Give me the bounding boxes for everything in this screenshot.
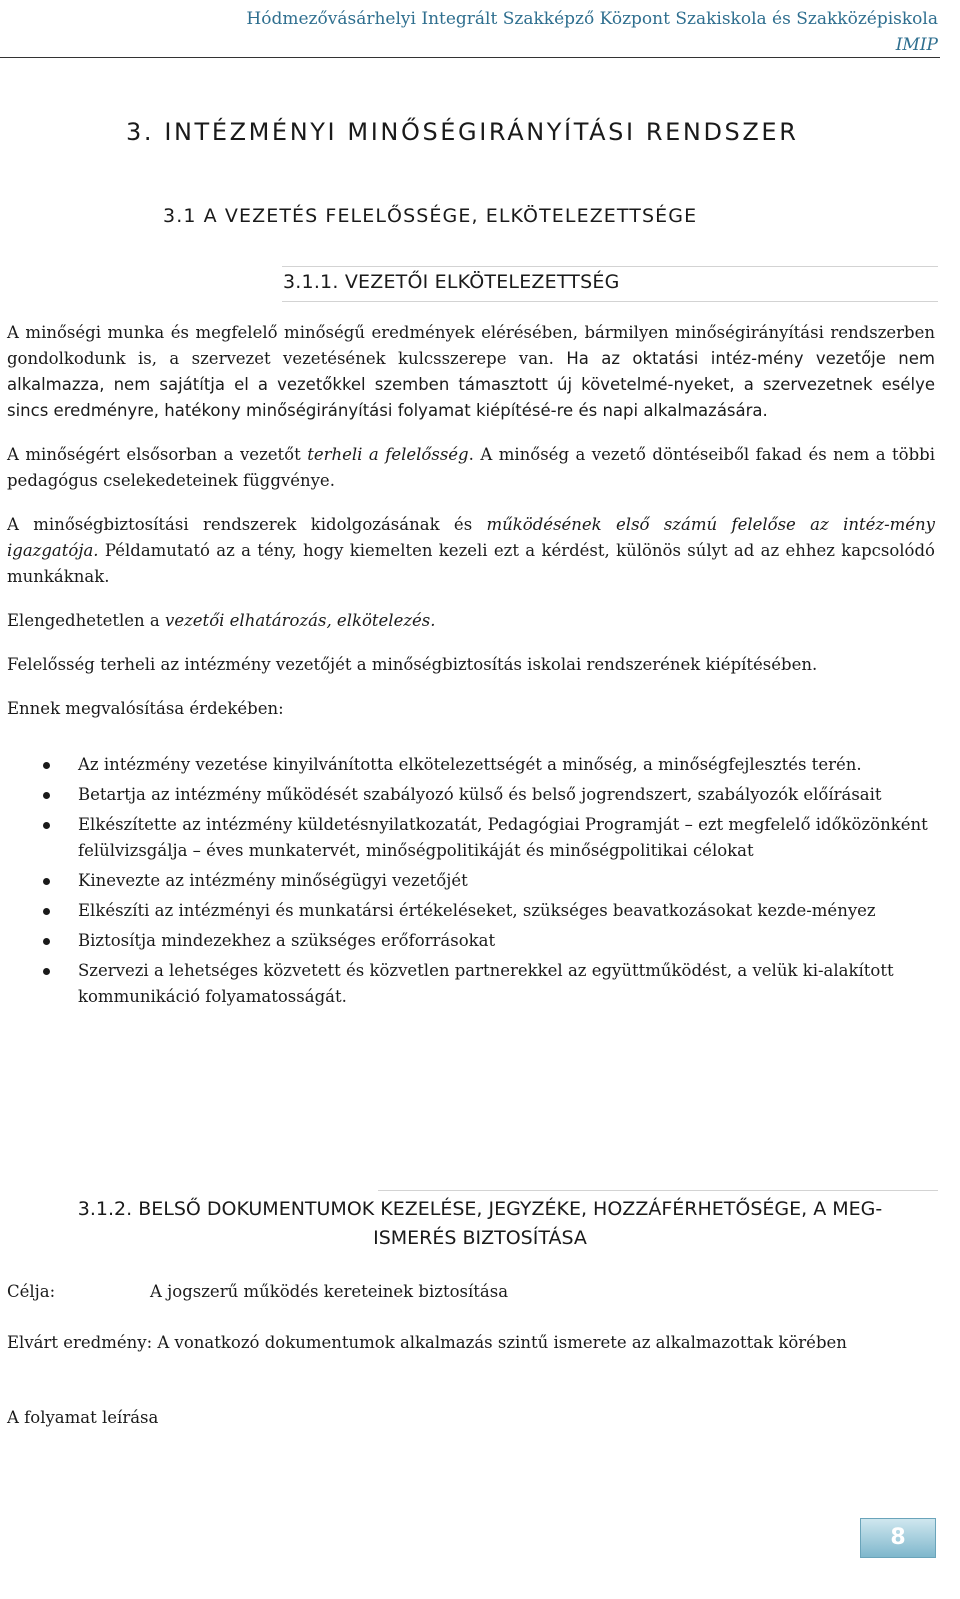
paragraph-5: Felelősség terheli az intézmény vezetőjét a minőségbiztosítás iskolai rendszerének kiépítésében. (7, 655, 818, 674)
paragraph-1 (7, 320, 935, 424)
bullet-icon (43, 908, 50, 915)
list-item (7, 958, 935, 1010)
paragraph-2 (7, 442, 935, 494)
header-institution: Hódmezővásárhelyi Integrált Szakképző Központ Szakiskola és Szakközépiskola (246, 9, 938, 29)
paragraph-3-a: A minőségbiztosítási rendszerek kidolgozásának és (7, 515, 487, 534)
subsubsection-title: 3.1.1. VEZETŐI ELKÖTELEZETTSÉG (283, 271, 620, 293)
bullet-icon (43, 762, 50, 769)
list-item (7, 928, 935, 954)
paragraph-2-b: . A minőség a vezető döntéseiből fakad és nem a többi pedagógus cselekedeteinek függvénye. (7, 445, 935, 490)
paragraph-2-emphasis: terheli a felelősség (307, 445, 469, 464)
header-abbreviation: IMIP (895, 35, 938, 55)
paragraph-3-b: Példamutató az a tény, hogy kiemelten kezeli ezt a kérdést, különös súlyt ad az ehhez kapcsolódó munkáknak. (7, 541, 935, 586)
subsection-title: 3.1 A VEZETÉS FELELŐSSÉGE, ELKÖTELEZETTSÉGE (163, 205, 698, 227)
list-item (7, 898, 935, 924)
bullet-icon (43, 938, 50, 945)
list-item-text: Elkészítette az intézmény küldetésnyilatkozatát, Pedagógiai Programját – ezt megfelelő időközönként felülvizsgálja – éves munkatervét, minőségpolitikáját és minőségpolitikai célokat (78, 815, 928, 860)
section2-title-line2: ISMERÉS BIZTOSÍTÁSA (373, 1227, 587, 1249)
list-item (7, 782, 935, 808)
list-item (7, 868, 935, 894)
bullet-icon (43, 968, 50, 975)
celja-label: Célja: (7, 1282, 56, 1301)
paragraph-3 (7, 512, 935, 590)
process-description-label: A folyamat leírása (7, 1408, 159, 1427)
page-number: 8 (860, 1518, 936, 1558)
list-item-text: Szervezi a lehetséges közvetett és közvetlen partnerekkel az együttműködést, a velük ki-alakított kommunikáció folyamatosságát. (78, 961, 894, 1006)
list-item-text: Betartja az intézmény működését szabályozó külső és belső jogrendszert, szabályozók előírásait (78, 785, 882, 804)
list-item (7, 752, 935, 778)
section2-title-line1: 3.1.2. BELSŐ DOKUMENTUMOK KEZELÉSE, JEGYZÉKE, HOZZÁFÉRHETŐSÉGE, A MEG- (77, 1198, 883, 1220)
bullet-icon (43, 822, 50, 829)
celja-value: A jogszerű működés kereteinek biztosítása (150, 1282, 509, 1301)
bullet-list (7, 752, 935, 1010)
bullet-icon (43, 878, 50, 885)
paragraph-4-emphasis: vezetői elhatározás, elkötelezés. (165, 611, 436, 630)
body-text (7, 320, 935, 1014)
paragraph-6: Ennek megvalósítása érdekében: (7, 699, 284, 718)
list-item-text: Kinevezte az intézmény minőségügyi vezetőjét (78, 871, 468, 890)
section-title: 3. INTÉZMÉNYI MINŐSÉGIRÁNYÍTÁSI RENDSZER (126, 118, 799, 146)
paragraph-4-a: Elengedhetetlen a (7, 611, 166, 630)
list-item-text: Biztosítja mindezekhez a szükséges erőforrásokat (78, 931, 496, 950)
list-item (7, 812, 935, 864)
subsubsection-rule-bottom (282, 301, 938, 302)
bullet-icon (43, 792, 50, 799)
paragraph-1-a: A minőségi munka és megfelelő minőségű eredmények elérésében, bármilyen minőségirányítási rendszerben gondolkodunk is, a szervezet vezetésének kulcsszerepe van. (7, 323, 935, 368)
section2-title (0, 1195, 960, 1253)
paragraph-2-a: A minőségért elsősorban a vezetőt (7, 445, 308, 464)
page-header (246, 6, 938, 58)
list-item-text: Elkészíti az intézményi és munkatársi értékeléseket, szükséges beavatkozásokat kezde-ményez (78, 901, 876, 920)
list-item-text: Az intézmény vezetése kinyilvánította elkötelezettségét a minőség, a minőségfejlesztés terén. (78, 755, 862, 774)
expected-result: Elvárt eredmény: A vonatkozó dokumentumok alkalmazás szintű ismerete az alkalmazottak körében (7, 1333, 847, 1352)
paragraph-3-emphasis: működésének első számú felelőse az intéz-mény igazgatója. (7, 515, 935, 560)
paragraph-4 (7, 608, 935, 634)
section2-rule (378, 1190, 938, 1191)
subsubsection-rule-top (282, 266, 938, 267)
header-rule (0, 57, 940, 58)
paragraph-1-b: Ha az oktatási intéz-mény vezetője nem alkalmazza, nem sajátítja el a vezetőkkel szemben támasztott új követelmé-nyeket, a szervezetnek esélye sincs eredményre, hatékony minőségirányítási folyamat kiépítésé-re és napi alkalmazására. (7, 349, 935, 420)
